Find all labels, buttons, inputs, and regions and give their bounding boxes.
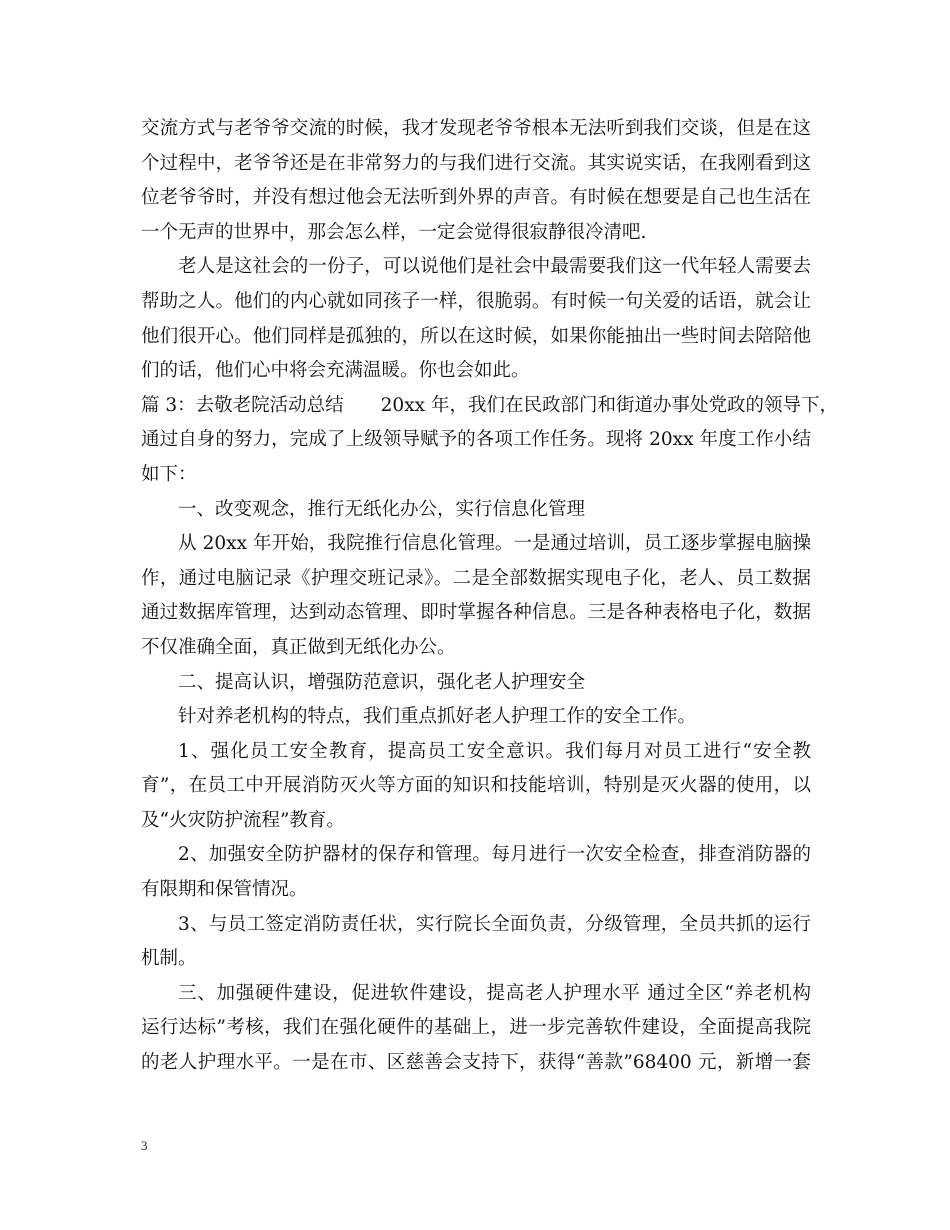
text-line: 及“火灾防护流程”教育。 <box>141 809 345 831</box>
text-line: 们的话，他们心中将会充满温暖。你也会如此。 <box>141 360 530 382</box>
text-line: 一个无声的世界中，那会怎么样，一定会觉得很寂静很冷清吧. <box>141 221 647 243</box>
text-line: 他们很开心。他们同样是孤独的，所以在这时候，如果你能抽出一些时间去陪陪他 <box>141 325 811 347</box>
text-line: 的老人护理水平。一是在市、区慈善会支持下，获得“善款”68400 元，新增一套 <box>141 1052 811 1074</box>
text-line: 有限期和保管情况。 <box>141 879 308 901</box>
text-line: 帮助之人。他们的内心就如同孩子一样，很脆弱。有时候一句关爱的话语，就会让 <box>141 290 811 312</box>
text-line: 作，通过电脑记录《护理交班记录》。二是全部数据实现电子化，老人、员工数据 <box>141 567 811 589</box>
text-line: 1、强化员工安全教育，提高员工安全意识。我们每月对员工进行“安全教 <box>178 740 811 762</box>
text-line: 篇 3：去敬老院活动总结 20xx 年，我们在民政部门和街道办事处党政的领导下， <box>141 394 838 416</box>
page-number: 3 <box>141 1138 148 1153</box>
text-line: 通过数据库管理，达到动态管理、即时掌握各种信息。三是各种表格电子化，数据 <box>141 602 811 624</box>
text-line: 三、加强硬件建设，促进软件建设，提高老人护理水平 通过全区“养老机构 <box>178 982 811 1004</box>
body-text <box>141 112 838 1081</box>
text-line: 如下： <box>141 463 197 485</box>
text-line: 通过自身的努力，完成了上级领导赋予的各项工作任务。现将 20xx 年度工作小结 <box>141 429 811 451</box>
text-line: 交流方式与老爷爷交流的时候，我才发现老爷爷根本无法听到我们交谈，但是在这 <box>141 118 811 139</box>
text-line: 运行达标”考核，我们在强化硬件的基础上，进一步完善软件建设，全面提高我院 <box>141 1017 811 1039</box>
text-line: 个过程中，老爷爷还是在非常努力的与我们进行交流。其实说实话，在我刚看到这 <box>141 152 811 174</box>
text-line: 二、提高认识，增强防范意识，强化老人护理安全 <box>178 671 586 693</box>
text-line: 老人是这社会的一份子，可以说他们是社会中最需要我们这一代年轻人需要去 <box>178 256 811 278</box>
text-line: 一、改变观念，推行无纸化办公，实行信息化管理 <box>178 498 586 520</box>
text-line: 机制。 <box>141 948 197 970</box>
text-line: 位老爷爷时，并没有想过他会无法听到外界的声音。有时候在想要是自己也生活在 <box>141 187 811 209</box>
text-line: 3、与员工签定消防责任状，实行院长全面负责，分级管理，全员共抓的运行 <box>178 913 811 935</box>
text-line: 2、加强安全防护器材的保存和管理。每月进行一次安全检查，排查消防器的 <box>178 844 811 866</box>
text-line: 从 20xx 年开始，我院推行信息化管理。一是通过培训，员工逐步掌握电脑操 <box>178 533 811 555</box>
text-line: 针对养老机构的特点，我们重点抓好老人护理工作的安全工作。 <box>178 706 697 728</box>
text-line: 不仅准确全面，真正做到无纸化办公。 <box>141 636 456 658</box>
text-line: 育”，在员工中开展消防灭火等方面的知识和技能培训，特别是灭火器的使用，以 <box>141 775 811 797</box>
